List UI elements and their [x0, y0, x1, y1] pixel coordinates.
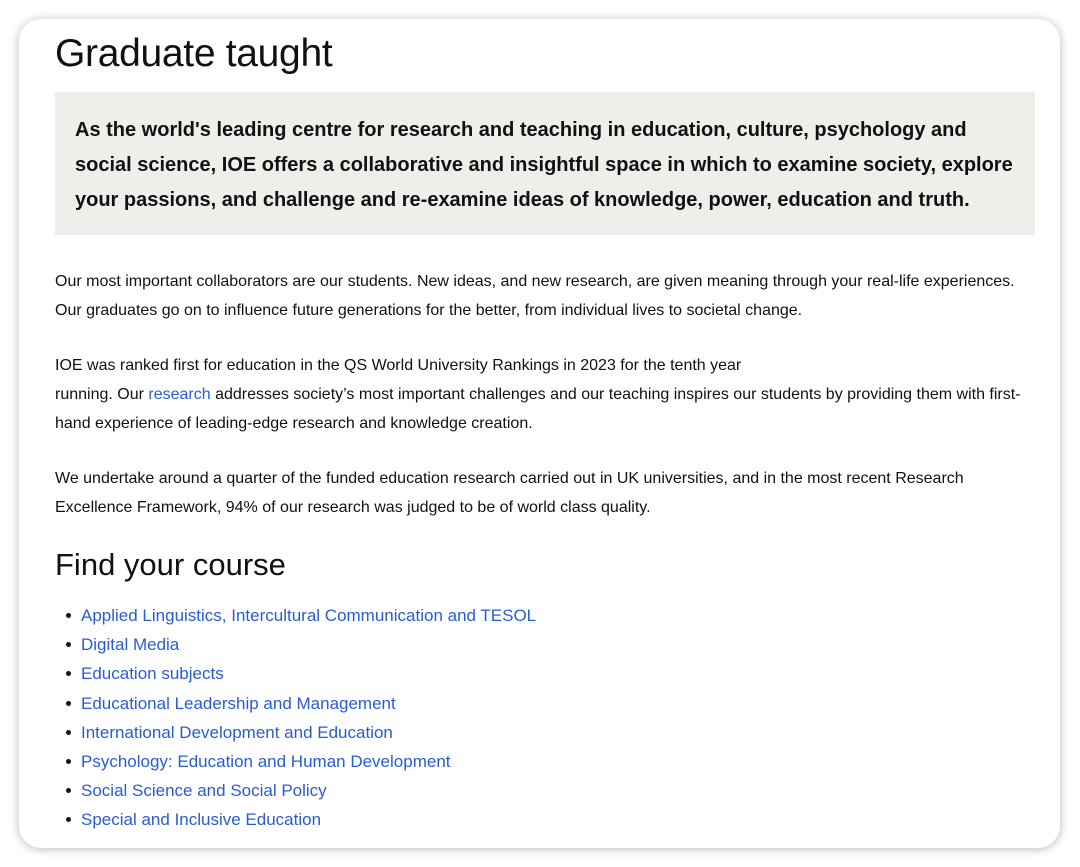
- course-list-item: [55, 659, 536, 688]
- course-link-applied-linguistics[interactable]: Applied Linguistics, Intercultural Communication and TESOL: [81, 606, 537, 625]
- course-link-special-inclusive-education[interactable]: Special and Inclusive Education: [81, 810, 322, 830]
- course-list-item: [55, 776, 536, 805]
- intro-callout: [55, 92, 1035, 235]
- course-link-educational-leadership[interactable]: Educational Leadership and Management: [81, 693, 396, 713]
- rankings-line-1: IOE was ranked first for education in the QS World University Rankings in 2023 for the tenth year: [55, 357, 742, 374]
- course-list-item: [55, 689, 536, 718]
- rankings-text-after-link: addresses society’s most important challenges and our teaching inspires our students by providing them with first-hand experience of leading-edge research and knowledge creation.: [55, 386, 1021, 432]
- research-link[interactable]: research: [148, 386, 211, 403]
- bullet-icon: [66, 817, 71, 822]
- course-link-social-science[interactable]: Social Science and Social Policy: [81, 781, 327, 801]
- bullet-icon: [66, 613, 71, 618]
- course-link-education-subjects[interactable]: Education subjects: [81, 664, 224, 684]
- course-link-international-development[interactable]: International Development and Education: [81, 722, 393, 742]
- bullet-icon: [66, 701, 71, 706]
- intro-text: As the world's leading centre for research and teaching in education, culture, psychology and social science, IOE offers a collaborative and insightful space in which to examine society, explore your passions, and challenge and re-examine ideas of knowledge, power, education and truth.: [75, 119, 1013, 211]
- students-paragraph: Our most important collaborators are our students. New ideas, and new research, are given meaning through your real-life experiences. Our graduates go on to influence future generations for the better, from individual lives to societal change.: [55, 273, 1015, 319]
- course-link-digital-media[interactable]: Digital Media: [81, 635, 180, 655]
- bullet-icon: [66, 788, 71, 793]
- course-list-item: [55, 630, 536, 659]
- rankings-paragraph: [55, 351, 1045, 438]
- bullet-icon: [66, 730, 71, 735]
- page-title: Graduate taught: [55, 32, 333, 75]
- course-list-item: [55, 747, 536, 776]
- page-frame: [19, 19, 1060, 848]
- course-list-item: [55, 805, 536, 834]
- course-list-item: [55, 601, 536, 630]
- rankings-text-before-link: running. Our: [55, 386, 149, 403]
- course-list: [55, 601, 536, 835]
- bullet-icon: [66, 642, 71, 647]
- find-course-heading: Find your course: [55, 547, 286, 582]
- bullet-icon: [66, 671, 71, 676]
- course-link-psychology[interactable]: Psychology: Education and Human Development: [81, 751, 451, 771]
- course-list-item: [55, 718, 536, 747]
- ref-paragraph: We undertake around a quarter of the funded education research carried out in UK universities, and in the most recent Research Excellence Framework, 94% of our research was judged to be of world class quality.: [55, 470, 964, 516]
- bullet-icon: [66, 759, 71, 764]
